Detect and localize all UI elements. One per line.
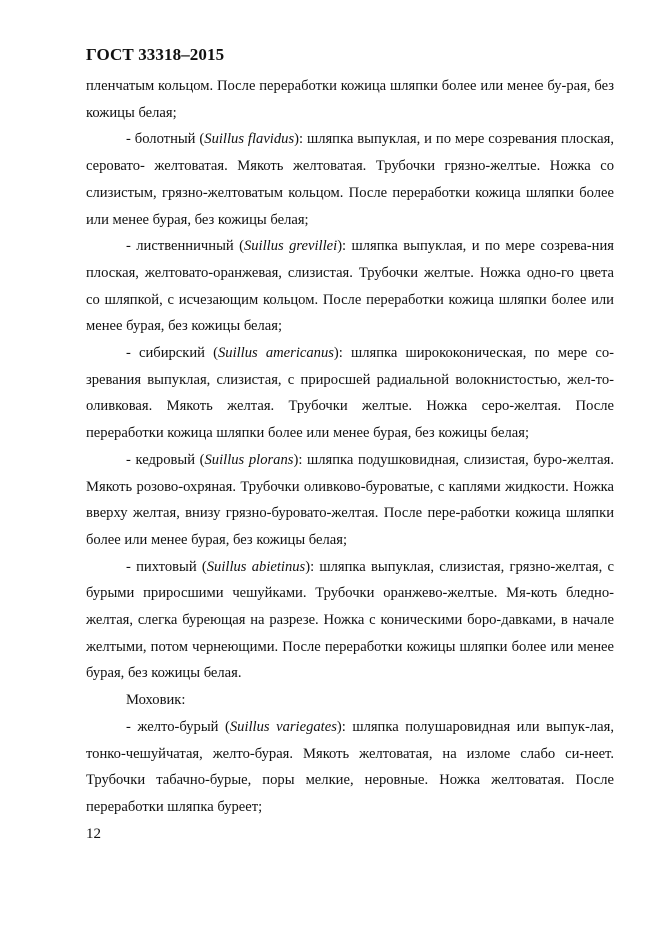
latin-name: Suillus variegates xyxy=(229,718,337,735)
paragraph-suillus-variegates: - желто-бурый (Suillus variegates): шляпка полушаровидная или выпук-лая, тонко-чешуйчатая, желто-бурая. Мякоть желтоватая, на изломе слабо си-неет. Трубочки табачно-бурые, поры мелкие, неровные. Ножка желтоватая. После переработки шляпка буреет; xyxy=(86,718,614,815)
paragraph-continuation: пленчатым кольцом. После переработки кожица шляпки более или менее бу-рая, без кожицы белая; xyxy=(86,78,614,121)
latin-name: Suillus grevillei xyxy=(243,238,338,255)
document-header: ГОСТ 33318–2015 xyxy=(86,45,225,64)
latin-name: Suillus flavidus xyxy=(204,131,295,148)
paragraph-suillus-flavidus: - болотный (Suillus flavidus): шляпка выпуклая, и по мере созревания плоская, серовато- желтоватая. Мякоть желтоватая. Трубочки грязно-желтые. Ножка со слизистым, грязно-желтоватым кольцом. После переработки кожица шляпки более или менее бурая, без кожицы белая; xyxy=(86,131,614,228)
section-label-mokhovik: Моховик: xyxy=(126,692,186,709)
document-body xyxy=(86,73,614,821)
latin-name: Suillus americanus xyxy=(217,345,334,362)
paragraph-suillus-abietinus: - пихтовый (Suillus abietinus): шляпка выпуклая, слизистая, грязно-желтая, с бурыми приросшими чешуйками. Трубочки оранжево-желтые. Мя-коть бледно-желтая, слегка буреющая на разрезе. Ножка с коническими боро-давками, в начале желтыми, потом чернеющими. После переработки кожицы шляпки более или менее бурая, без кожицы белая. xyxy=(86,558,615,682)
paragraph-suillus-americanus: - сибирский (Suillus americanus): шляпка ширококоническая, по мере со-зревания выпуклая, слизистая, с приросшей радиальной волокнистостью, жел-то-оливковая. Мякоть желтая. Трубочки желтые. Ножка серо-желтая. После переработки кожица шляпки более или менее бурая, без кожицы белая; xyxy=(86,345,614,442)
latin-name: Suillus abietinus xyxy=(206,558,306,575)
paragraph-suillus-grevillei: - лиственничный (Suillus grevillei): шляпка выпуклая, и по мере созрева-ния плоская, желтовато-оранжевая, слизистая. Трубочки желтые. Ножка одно-го цвета со шляпкой, с исчезающим кольцом. После переработки кожица шляпки более или менее бурая, без кожицы белая; xyxy=(86,238,615,335)
paragraph-suillus-plorans: - кедровый (Suillus plorans): шляпка подушковидная, слизистая, буро-желтая. Мякоть розово-охряная. Трубочки оливково-буроватые, с каплями жидкости. Ножка вверху желтая, внизу грязно-буровато-желтая. После пере-работки кожица шляпки более или менее бурая, без кожицы белая; xyxy=(86,451,614,548)
page-number: 12 xyxy=(86,826,101,842)
latin-name: Suillus plorans xyxy=(204,451,294,468)
